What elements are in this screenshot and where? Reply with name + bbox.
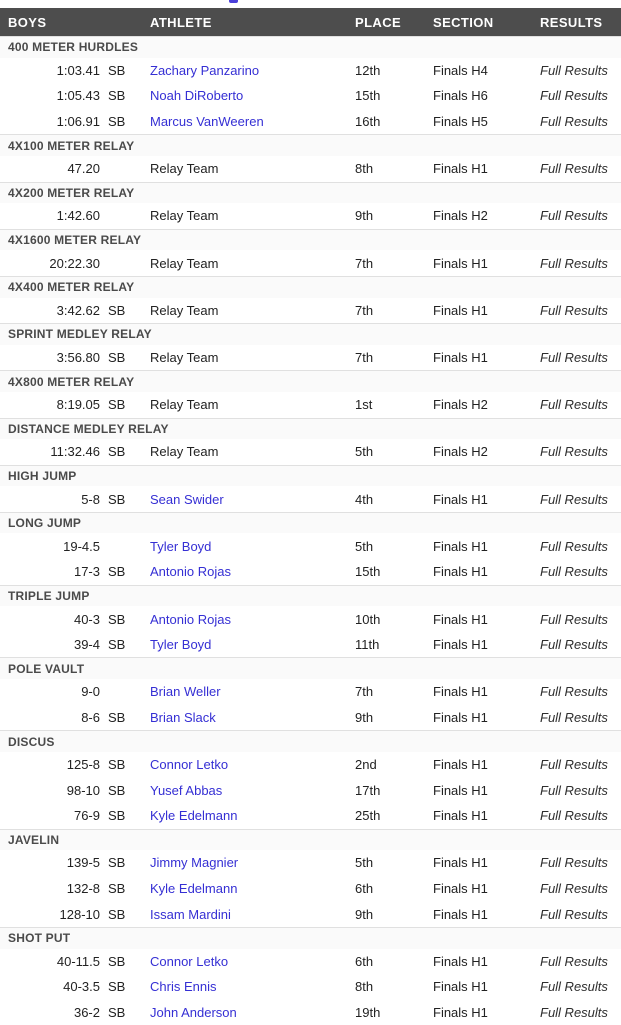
place-cell: 16th xyxy=(355,114,381,130)
table-row xyxy=(0,203,621,229)
place-cell: 6th xyxy=(355,881,374,897)
table-row xyxy=(0,901,621,927)
result-mark: 3:56.80 xyxy=(56,350,100,366)
sb-flag: SB xyxy=(108,637,126,653)
athlete-name: Relay Team xyxy=(150,208,219,224)
table-row xyxy=(0,392,621,418)
section-cell: Finals H1 xyxy=(433,782,488,798)
result-mark: 139-5 xyxy=(66,855,100,871)
athlete-cell xyxy=(150,881,355,896)
section-cell: Finals H1 xyxy=(433,906,488,922)
section-cell: Finals H1 xyxy=(433,538,488,554)
sb-flag: SB xyxy=(108,979,126,995)
table-row xyxy=(0,439,621,465)
full-results-link[interactable]: Full Results xyxy=(540,255,608,271)
athlete-link[interactable]: Tyler Boyd xyxy=(150,637,212,653)
place-cell: 12th xyxy=(355,62,381,78)
table-row xyxy=(0,974,621,1000)
result-mark: 11:32.46 xyxy=(50,444,100,460)
athlete-cell xyxy=(150,1005,355,1020)
place-cell: 7th xyxy=(355,255,374,271)
event-section-header: JAVELIN xyxy=(0,829,621,851)
section-cell: Finals H1 xyxy=(433,855,488,871)
section-cell: Finals H2 xyxy=(433,444,488,460)
sb-flag: SB xyxy=(108,782,126,798)
athlete-link[interactable]: Chris Ennis xyxy=(150,979,217,995)
section-cell: Finals H1 xyxy=(433,564,488,580)
athlete-link[interactable]: Antonio Rojas xyxy=(150,564,231,580)
place-cell: 8th xyxy=(355,979,374,995)
result-mark: 40-11.5 xyxy=(56,953,100,969)
athlete-name: Relay Team xyxy=(150,255,219,271)
athlete-link[interactable]: Kyle Edelmann xyxy=(150,881,238,897)
table-row xyxy=(0,876,621,902)
event-section-header: 4X400 METER RELAY xyxy=(0,276,621,298)
section-cell: Finals H6 xyxy=(433,88,488,104)
full-results-link[interactable]: Full Results xyxy=(540,757,608,773)
section-cell: Finals H1 xyxy=(433,1005,488,1021)
athlete-link[interactable]: Brian Weller xyxy=(150,684,221,700)
column-header-section: SECTION xyxy=(433,14,494,30)
section-cell: Finals H1 xyxy=(433,757,488,773)
section-cell: Finals H1 xyxy=(433,350,488,366)
section-cell: Finals H1 xyxy=(433,881,488,897)
sb-flag: SB xyxy=(108,397,126,413)
cutoff-text-fragment xyxy=(229,0,238,3)
place-cell: 11th xyxy=(355,637,380,653)
athlete-cell xyxy=(150,350,355,365)
event-section-header: 4X1600 METER RELAY xyxy=(0,229,621,251)
full-results-link[interactable]: Full Results xyxy=(540,350,608,366)
sb-flag: SB xyxy=(108,808,126,824)
sb-flag: SB xyxy=(108,855,126,871)
results-table-header xyxy=(0,8,621,36)
full-results-link[interactable]: Full Results xyxy=(540,1005,608,1021)
athlete-name: Relay Team xyxy=(150,302,219,318)
athlete-link[interactable]: Yusef Abbas xyxy=(150,782,223,798)
athlete-link[interactable]: Connor Letko xyxy=(150,953,229,969)
table-row xyxy=(0,632,621,658)
place-cell: 9th xyxy=(355,906,374,922)
full-results-link[interactable]: Full Results xyxy=(540,906,608,922)
table-row xyxy=(0,298,621,324)
section-cell: Finals H1 xyxy=(433,491,488,507)
athlete-cell xyxy=(150,114,355,129)
place-cell: 5th xyxy=(355,855,374,871)
result-mark: 1:03.41 xyxy=(56,62,100,78)
table-row xyxy=(0,1000,621,1025)
sb-flag: SB xyxy=(108,302,126,318)
place-cell: 2nd xyxy=(355,757,377,773)
athlete-link[interactable]: Jimmy Magnier xyxy=(150,855,239,871)
athlete-cell xyxy=(150,808,355,823)
section-cell: Finals H1 xyxy=(433,302,488,318)
table-row xyxy=(0,156,621,182)
event-section-header: 4X200 METER RELAY xyxy=(0,182,621,204)
result-mark: 40-3.5 xyxy=(63,979,100,995)
full-results-link[interactable]: Full Results xyxy=(540,62,608,78)
result-mark: 47.20 xyxy=(67,161,100,177)
result-mark: 8:19.05 xyxy=(56,397,100,413)
result-mark: 128-10 xyxy=(59,906,100,922)
section-cell: Finals H1 xyxy=(433,684,488,700)
athlete-cell xyxy=(150,612,355,627)
full-results-link[interactable]: Full Results xyxy=(540,397,608,413)
athlete-name: Relay Team xyxy=(150,444,219,460)
full-results-link[interactable]: Full Results xyxy=(540,444,608,460)
place-cell: 9th xyxy=(355,709,374,725)
section-cell: Finals H2 xyxy=(433,397,488,413)
athlete-cell xyxy=(150,637,355,652)
place-cell: 7th xyxy=(355,302,374,318)
table-row xyxy=(0,777,621,803)
full-results-link[interactable]: Full Results xyxy=(540,881,608,897)
athlete-link[interactable]: Tyler Boyd xyxy=(150,538,212,554)
column-header-boys: BOYS xyxy=(8,14,47,30)
event-section-header: LONG JUMP xyxy=(0,512,621,534)
place-cell: 5th xyxy=(355,444,374,460)
athlete-link[interactable]: Zachary Panzarino xyxy=(150,62,260,78)
column-header-place: PLACE xyxy=(355,14,402,30)
athlete-cell xyxy=(150,161,355,176)
athlete-cell xyxy=(150,564,355,579)
athlete-cell xyxy=(150,684,355,699)
athlete-cell xyxy=(150,256,355,271)
section-cell: Finals H5 xyxy=(433,114,488,130)
sb-flag: SB xyxy=(108,709,126,725)
event-section-header: SPRINT MEDLEY RELAY xyxy=(0,323,621,345)
sb-flag: SB xyxy=(108,906,126,922)
event-section-header: HIGH JUMP xyxy=(0,465,621,487)
table-row xyxy=(0,705,621,731)
place-cell: 6th xyxy=(355,953,374,969)
athlete-cell xyxy=(150,907,355,922)
result-mark: 132-8 xyxy=(66,881,100,897)
place-cell: 1st xyxy=(355,397,373,413)
athlete-cell xyxy=(150,710,355,725)
column-header-results: RESULTS xyxy=(540,14,603,30)
sb-flag: SB xyxy=(108,953,126,969)
table-row xyxy=(0,250,621,276)
athlete-cell xyxy=(150,757,355,772)
athlete-cell xyxy=(150,783,355,798)
result-mark: 1:05.43 xyxy=(56,88,100,104)
full-results-link[interactable]: Full Results xyxy=(540,302,608,318)
result-mark: 1:06.91 xyxy=(56,114,100,130)
section-cell: Finals H2 xyxy=(433,208,488,224)
result-mark: 76-9 xyxy=(73,808,100,824)
section-cell: Finals H1 xyxy=(433,255,488,271)
full-results-link[interactable]: Full Results xyxy=(540,684,608,700)
place-cell: 19th xyxy=(355,1005,381,1021)
table-row xyxy=(0,803,621,829)
table-row xyxy=(0,533,621,559)
result-mark: 36-2 xyxy=(73,1005,100,1021)
full-results-link[interactable]: Full Results xyxy=(540,709,608,725)
result-mark: 5-8 xyxy=(81,491,100,507)
athlete-link[interactable]: Connor Letko xyxy=(150,757,229,773)
result-mark: 9-0 xyxy=(81,684,100,700)
section-cell: Finals H1 xyxy=(433,808,488,824)
place-cell: 25th xyxy=(355,808,381,824)
sb-flag: SB xyxy=(108,88,126,104)
sb-flag: SB xyxy=(108,1005,126,1021)
full-results-link[interactable]: Full Results xyxy=(540,114,608,130)
athlete-link[interactable]: Sean Swider xyxy=(150,491,224,507)
table-row xyxy=(0,109,621,135)
place-cell: 7th xyxy=(355,350,374,366)
result-mark: 125-8 xyxy=(66,757,100,773)
results-table-body xyxy=(0,36,621,1025)
full-results-link[interactable]: Full Results xyxy=(540,208,608,224)
result-mark: 19-4.5 xyxy=(63,538,100,554)
table-row xyxy=(0,752,621,778)
full-results-link[interactable]: Full Results xyxy=(540,855,608,871)
athlete-cell xyxy=(150,444,355,459)
section-cell: Finals H1 xyxy=(433,709,488,725)
table-row xyxy=(0,606,621,632)
place-cell: 17th xyxy=(355,782,381,798)
athlete-name: Relay Team xyxy=(150,161,219,177)
table-row xyxy=(0,559,621,585)
full-results-link[interactable]: Full Results xyxy=(540,538,608,554)
athlete-name: Relay Team xyxy=(150,350,219,366)
result-mark: 98-10 xyxy=(66,782,100,798)
event-section-header: DISTANCE MEDLEY RELAY xyxy=(0,418,621,440)
athlete-link[interactable]: Issam Mardini xyxy=(150,906,231,922)
athlete-link[interactable]: Brian Slack xyxy=(150,709,216,725)
sb-flag: SB xyxy=(108,757,126,773)
athlete-cell xyxy=(150,88,355,103)
page-top-margin xyxy=(0,0,621,8)
event-section-header: DISCUS xyxy=(0,730,621,752)
place-cell: 5th xyxy=(355,538,374,554)
athlete-cell xyxy=(150,979,355,994)
sb-flag: SB xyxy=(108,881,126,897)
athlete-cell xyxy=(150,303,355,318)
place-cell: 4th xyxy=(355,491,374,507)
event-section-header: SHOT PUT xyxy=(0,927,621,949)
result-mark: 8-6 xyxy=(81,709,100,725)
place-cell: 10th xyxy=(355,611,381,627)
sb-flag: SB xyxy=(108,564,126,580)
column-header-athlete: ATHLETE xyxy=(150,14,212,30)
place-cell: 8th xyxy=(355,161,374,177)
table-row xyxy=(0,679,621,705)
sb-flag: SB xyxy=(108,114,126,130)
section-cell: Finals H1 xyxy=(433,611,488,627)
place-cell: 7th xyxy=(355,684,374,700)
event-section-header: 4X100 METER RELAY xyxy=(0,134,621,156)
athlete-cell xyxy=(150,63,355,78)
table-row xyxy=(0,58,621,84)
full-results-link[interactable]: Full Results xyxy=(540,808,608,824)
sb-flag: SB xyxy=(108,491,126,507)
athlete-cell xyxy=(150,397,355,412)
result-mark: 40-3 xyxy=(73,611,100,627)
athlete-cell xyxy=(150,954,355,969)
table-row xyxy=(0,345,621,371)
result-mark: 39-4 xyxy=(73,637,100,653)
full-results-link[interactable]: Full Results xyxy=(540,88,608,104)
full-results-link[interactable]: Full Results xyxy=(540,953,608,969)
sb-flag: SB xyxy=(108,444,126,460)
athlete-cell xyxy=(150,539,355,554)
athlete-link[interactable]: Noah DiRoberto xyxy=(150,88,244,104)
athlete-cell xyxy=(150,492,355,507)
sb-flag: SB xyxy=(108,611,126,627)
result-mark: 20:22.30 xyxy=(49,255,100,271)
result-mark: 1:42.60 xyxy=(56,208,100,224)
place-cell: 15th xyxy=(355,88,381,104)
sb-flag: SB xyxy=(108,62,126,78)
sb-flag: SB xyxy=(108,350,126,366)
athlete-cell xyxy=(150,855,355,870)
full-results-link[interactable]: Full Results xyxy=(540,564,608,580)
table-row xyxy=(0,949,621,975)
section-cell: Finals H1 xyxy=(433,637,488,653)
athlete-link[interactable]: Marcus VanWeeren xyxy=(150,114,264,130)
section-cell: Finals H1 xyxy=(433,161,488,177)
full-results-link[interactable]: Full Results xyxy=(540,782,608,798)
place-cell: 15th xyxy=(355,564,381,580)
place-cell: 9th xyxy=(355,208,374,224)
event-section-header: TRIPLE JUMP xyxy=(0,585,621,607)
table-row xyxy=(0,83,621,109)
athlete-link[interactable]: Antonio Rojas xyxy=(150,611,231,627)
event-section-header: 4X800 METER RELAY xyxy=(0,370,621,392)
athlete-cell xyxy=(150,208,355,223)
table-row xyxy=(0,486,621,512)
result-mark: 17-3 xyxy=(73,564,100,580)
event-section-header: 400 METER HURDLES xyxy=(0,36,621,58)
section-cell: Finals H4 xyxy=(433,62,488,78)
athlete-link[interactable]: John Anderson xyxy=(150,1005,237,1021)
section-cell: Finals H1 xyxy=(433,953,488,969)
result-mark: 3:42.62 xyxy=(56,302,100,318)
athlete-link[interactable]: Kyle Edelmann xyxy=(150,808,238,824)
full-results-link[interactable]: Full Results xyxy=(540,491,608,507)
table-row xyxy=(0,850,621,876)
event-section-header: POLE VAULT xyxy=(0,657,621,679)
section-cell: Finals H1 xyxy=(433,979,488,995)
full-results-link[interactable]: Full Results xyxy=(540,979,608,995)
full-results-link[interactable]: Full Results xyxy=(540,161,608,177)
athlete-name: Relay Team xyxy=(150,397,219,413)
full-results-link[interactable]: Full Results xyxy=(540,637,608,653)
full-results-link[interactable]: Full Results xyxy=(540,611,608,627)
